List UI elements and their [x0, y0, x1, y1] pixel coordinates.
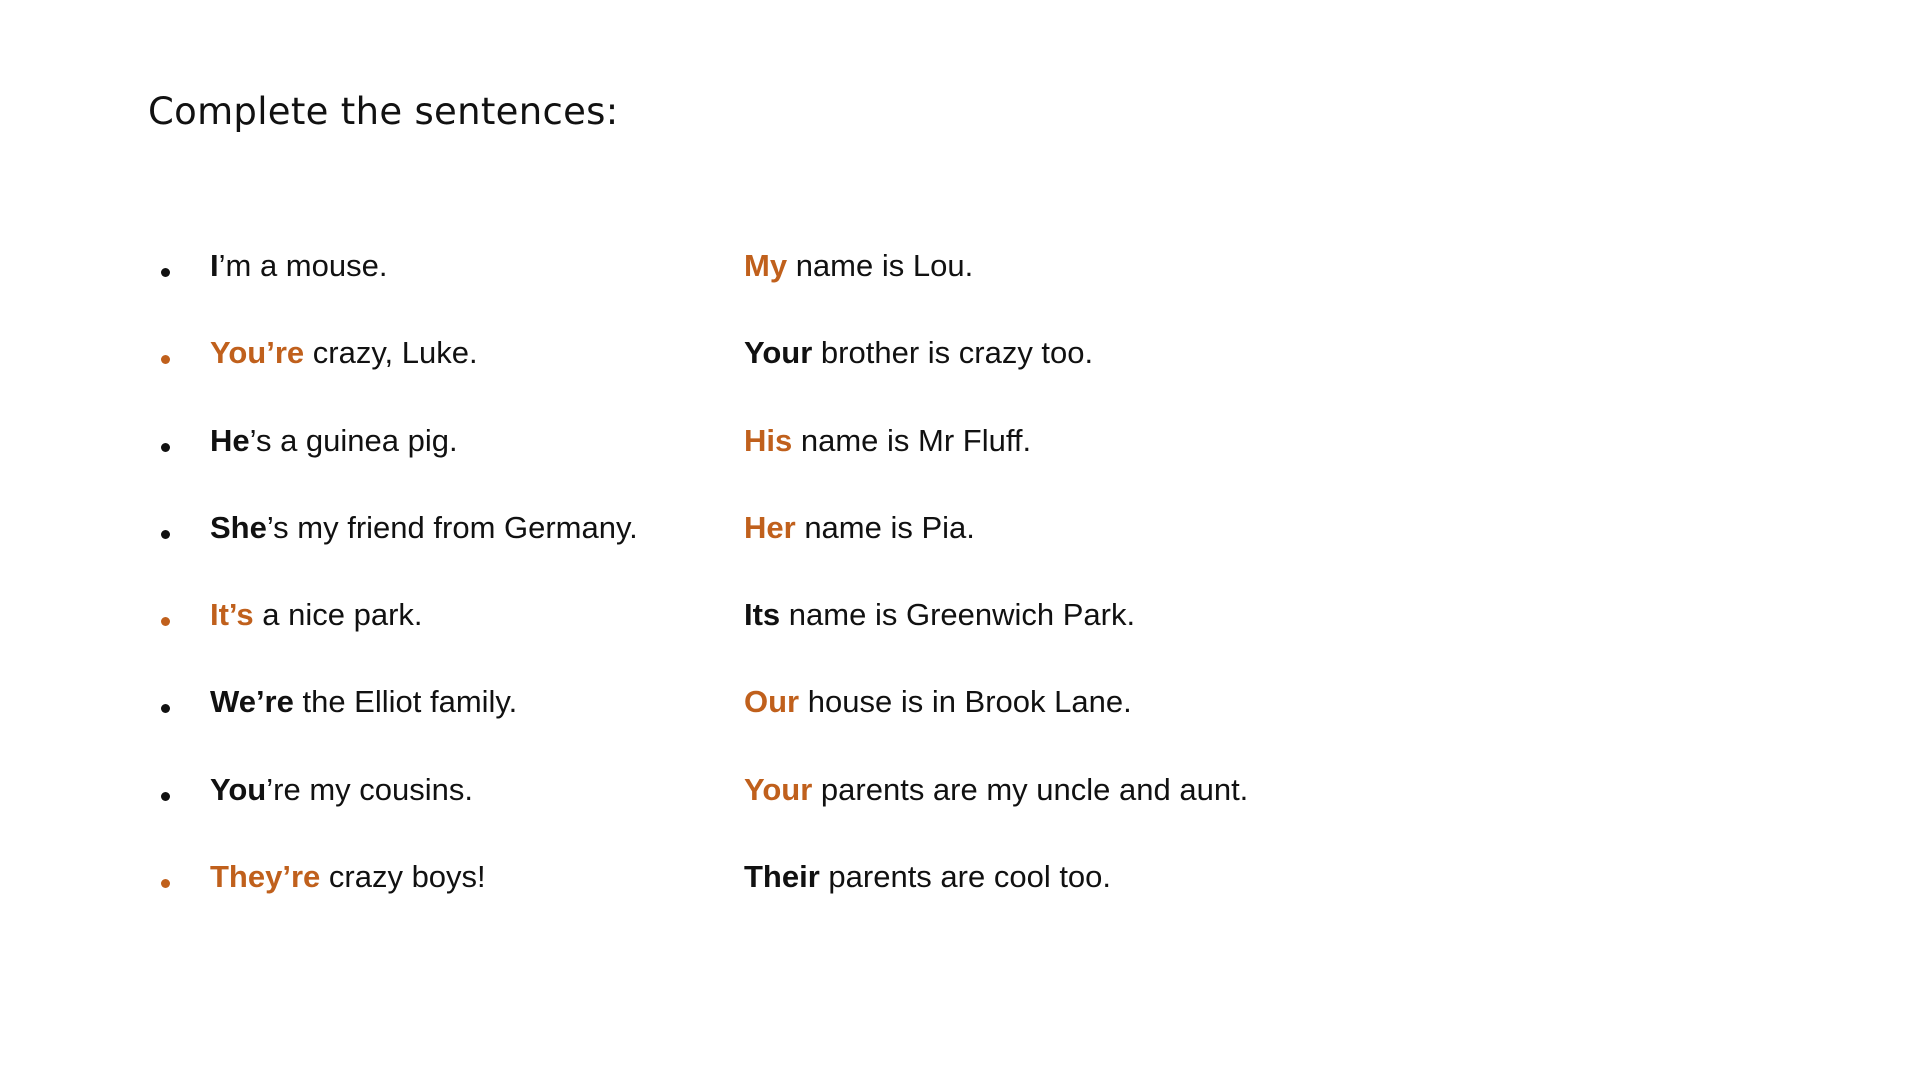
subject-pronoun: They’re — [210, 859, 321, 895]
possessive-sentence — [744, 335, 1093, 371]
sentence-row — [0, 248, 1920, 347]
bullet-icon — [161, 355, 170, 364]
possessive-adjective: Your — [744, 335, 813, 371]
subject-sentence-rest: crazy boys! — [320, 859, 486, 895]
bullet-icon — [161, 617, 170, 626]
subject-pronoun: She — [210, 509, 267, 545]
subject-pronoun: We’re — [210, 684, 294, 720]
possessive-sentence-rest: name is Mr Fluff. — [792, 422, 1032, 458]
possessive-adjective: Your — [744, 771, 813, 807]
sentence-row — [0, 684, 1920, 783]
possessive-sentence-rest: name is Lou. — [787, 248, 974, 283]
subject-sentence-rest: ’m a mouse. — [218, 248, 388, 283]
possessive-adjective: His — [744, 422, 793, 458]
possessive-sentence-rest: house is in Brook Lane. — [799, 684, 1132, 720]
subject-sentence — [210, 597, 423, 633]
possessive-sentence — [744, 510, 975, 546]
bullet-icon — [161, 268, 170, 277]
sentence-row — [0, 859, 1920, 958]
possessive-sentence — [744, 684, 1132, 720]
subject-pronoun: I — [210, 248, 219, 283]
possessive-adjective: Its — [744, 597, 781, 633]
possessive-adjective: Her — [744, 509, 796, 545]
subject-sentence-rest: the Elliot family. — [293, 684, 518, 720]
possessive-sentence — [744, 772, 1248, 808]
sentence-list — [0, 248, 1920, 958]
subject-sentence-rest: ’s a guinea pig. — [249, 422, 458, 458]
bullet-icon — [161, 879, 170, 888]
sentence-row — [0, 335, 1920, 434]
bullet-icon — [161, 530, 170, 539]
sentence-row — [0, 771, 1920, 871]
subject-sentence — [210, 772, 473, 808]
subject-pronoun: You’re — [210, 335, 305, 371]
subject-sentence-rest: ’s my friend from Germany. — [266, 509, 638, 545]
possessive-sentence-rest: parents are cool too. — [819, 859, 1112, 895]
subject-sentence — [210, 859, 486, 895]
possessive-sentence — [744, 248, 973, 284]
possessive-sentence-rest: brother is crazy too. — [812, 335, 1094, 371]
subject-pronoun: It’s — [210, 597, 254, 633]
bullet-icon — [161, 792, 170, 801]
slide-title: Complete the sentences: — [148, 90, 619, 133]
subject-pronoun: You — [210, 771, 267, 807]
possessive-sentence — [744, 859, 1111, 895]
subject-sentence — [210, 248, 387, 284]
possessive-sentence-rest: parents are my uncle and aunt. — [812, 771, 1249, 807]
sentence-row — [0, 509, 1920, 609]
possessive-sentence-rest: name is Pia. — [795, 509, 975, 545]
subject-sentence — [210, 335, 478, 371]
bullet-icon — [161, 443, 170, 452]
sentence-row — [0, 597, 1920, 696]
subject-sentence-rest: a nice park. — [253, 597, 423, 633]
possessive-sentence — [744, 423, 1031, 459]
subject-sentence-rest: ’re my cousins. — [266, 771, 473, 807]
subject-sentence — [210, 423, 458, 459]
subject-pronoun: He — [210, 422, 250, 458]
subject-sentence-rest: crazy, Luke. — [304, 335, 478, 371]
sentence-row — [0, 422, 1920, 522]
subject-sentence — [210, 510, 638, 546]
possessive-adjective: My — [744, 248, 788, 283]
possessive-adjective: Our — [744, 684, 800, 720]
possessive-sentence-rest: name is Greenwich Park. — [780, 597, 1136, 633]
possessive-sentence — [744, 597, 1135, 633]
bullet-icon — [161, 704, 170, 713]
subject-sentence — [210, 684, 517, 720]
possessive-adjective: Their — [744, 859, 820, 895]
